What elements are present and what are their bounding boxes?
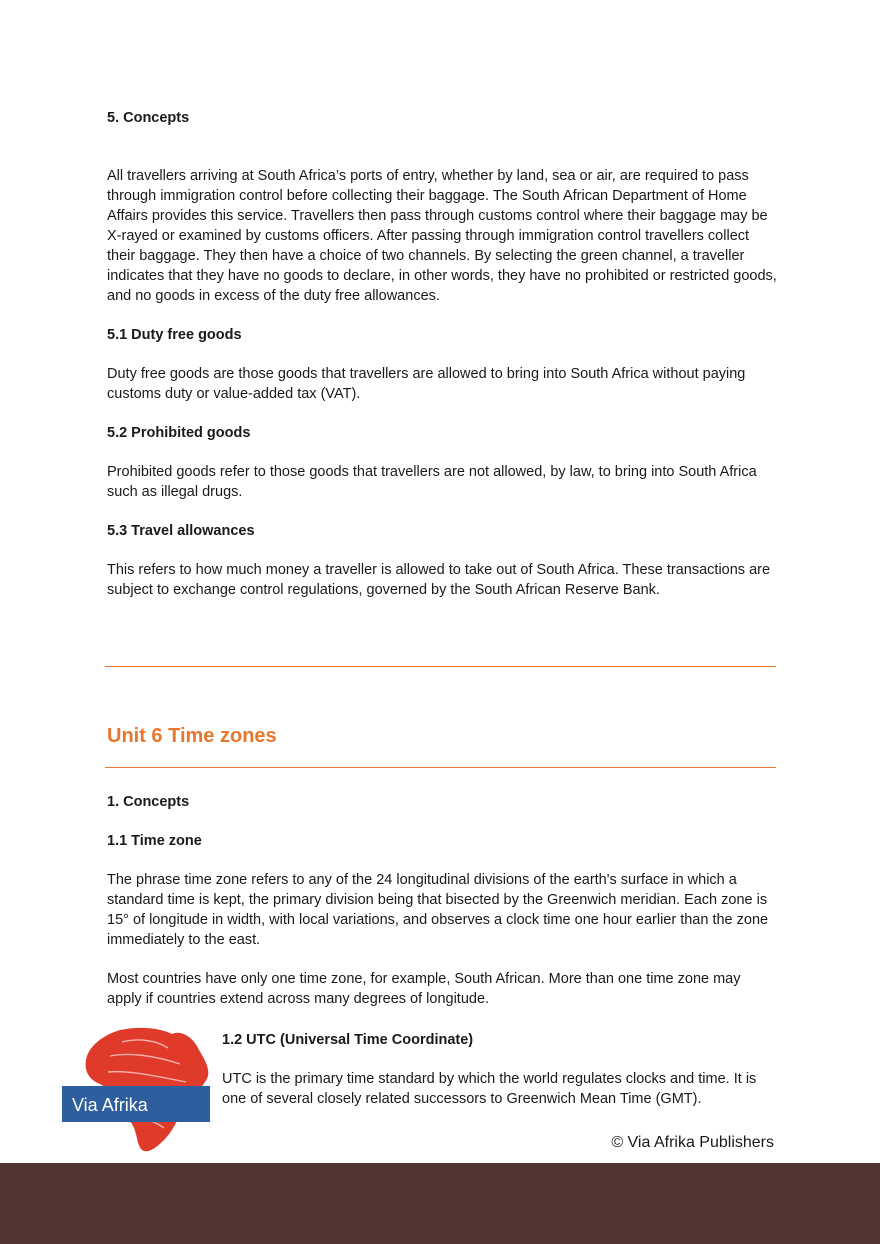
section-5 — [107, 108, 777, 600]
logo-text: Via Afrika — [72, 1095, 148, 1115]
subsection-heading: 1.1 Time zone — [107, 833, 202, 849]
via-afrika-logo — [60, 1026, 216, 1156]
paragraph: UTC is the primary time standard by which the world regulates clocks and time. It is one of several closely related successors to Greenwich Mean Time (GMT). — [222, 1071, 757, 1107]
paragraph: Prohibited goods refer to those goods that travellers are not allowed, by law, to bring into South Africa such as illegal drugs. — [107, 464, 757, 500]
paragraph: All travellers arriving at South Africa’s ports of entry, whether by land, sea or air, are required to pass through immigration control before collecting their baggage. The South African Department of Home Affairs provides this service. Travellers then pass through customs control where their baggage may be X-rayed or examined by customs officers. After passing through immigration control travellers collect their baggage. They then have a choice of two channels. By selecting the green channel, a traveller indicates that they have no goods to declare, in other words, they have no prohibited or restricted goods, and no goods in excess of the duty free allowances. — [107, 168, 777, 304]
subsection-heading: 5.3 Travel allowances — [107, 523, 255, 539]
africa-map-icon — [60, 1026, 216, 1156]
subsection-heading: 1.2 UTC (Universal Time Coordinate) — [222, 1032, 474, 1048]
divider-bottom — [105, 767, 776, 768]
copyright-text: © Via Afrika Publishers — [611, 1134, 774, 1151]
footer-bar — [0, 1163, 880, 1244]
paragraph: This refers to how much money a traveller is allowed to take out of South Africa. These transactions are subject to exchange control regulations, governed by the South African Reserve Bank. — [107, 562, 771, 598]
subsection-heading: 5.1 Duty free goods — [107, 327, 242, 343]
unit-title: Unit 6 Time zones — [107, 725, 277, 747]
paragraph: Most countries have only one time zone, for example, South African. More than one time zone may apply if countries extend across many degrees of longitude. — [107, 971, 741, 1007]
paragraph: Duty free goods are those goods that travellers are allowed to bring into South Africa without paying customs duty or value-added tax (VAT). — [107, 366, 746, 402]
paragraph: The phrase time zone refers to any of the 24 longitudinal divisions of the earth's surface in which a standard time is kept, the primary division being that bisected by the Greenwich meridian. Each zone is 15° of longitude in width, with local variations, and observes a clock time one hour earlier than the zone immediately to the east. — [107, 872, 769, 948]
utc-section — [222, 1030, 778, 1109]
subsection-heading: 5.2 Prohibited goods — [107, 425, 251, 441]
section-heading: 5. Concepts — [107, 110, 190, 126]
unit-6-content — [107, 792, 777, 1009]
divider-top — [105, 666, 776, 667]
section-heading: 1. Concepts — [107, 794, 190, 810]
